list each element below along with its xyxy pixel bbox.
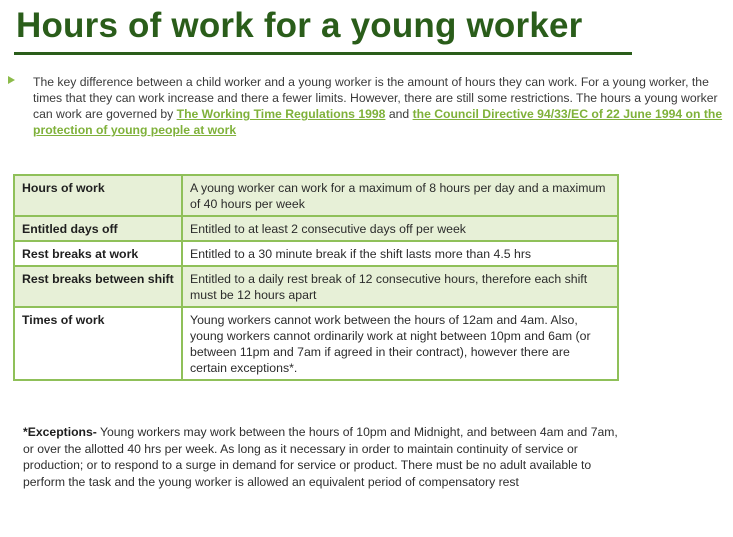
table-row	[14, 307, 618, 380]
intro-text: The key difference between a child worker and a young worker is the amount of hours they can work. For a young worker, the times that they can work increase and there a fewer limits. However, there are still some restrictions. The hours a young worker can work are governed by	[33, 75, 718, 121]
working-hours-table	[13, 174, 619, 381]
page-title: Hours of work for a young worker	[16, 6, 583, 45]
intro-paragraph	[33, 74, 723, 138]
title-underline	[14, 52, 632, 55]
exceptions-label: *Exceptions-	[23, 425, 97, 439]
table-row	[14, 216, 618, 241]
table-row	[14, 266, 618, 307]
row-label: Times of work	[14, 307, 182, 380]
exceptions-note	[23, 424, 619, 490]
row-value: Young workers cannot work between the hours of 12am and 4am. Also, young workers cannot ordinarily work at night between 10pm and 6am (or between 11pm and 7am if agreed in their contract), however there are certain exceptions*.	[182, 307, 618, 380]
row-value: Entitled to a 30 minute break if the shift lasts more than 4.5 hrs	[182, 241, 618, 266]
row-label: Rest breaks between shift	[14, 266, 182, 307]
row-value: Entitled to a daily rest break of 12 consecutive hours, therefore each shift must be 12 hours apart	[182, 266, 618, 307]
bullet-arrow-icon	[8, 76, 15, 84]
row-value: Entitled to at least 2 consecutive days off per week	[182, 216, 618, 241]
row-value: A young worker can work for a maximum of 8 hours per day and a maximum of 40 hours per week	[182, 175, 618, 216]
exceptions-text: Young workers may work between the hours of 10pm and Midnight, and between 4am and 7am, or over the allotted 40 hrs per week. As long as it necessary in order to maintain continuity of service or production; or to respond to a surge in demand for service or product. There must be no adult available to perform the task and the young worker is allowed an equivalent period of compensatory rest	[23, 425, 618, 489]
row-label: Hours of work	[14, 175, 182, 216]
working-time-regulations-link[interactable]: The Working Time Regulations 1998	[176, 107, 386, 121]
table-row	[14, 241, 618, 266]
row-label: Entitled days off	[14, 216, 182, 241]
table-row	[14, 175, 618, 216]
intro-connector: and	[385, 107, 413, 121]
council-directive-link[interactable]: the Council Directive 94/33/EC of 22 June 1994 on the protection of young people at work	[33, 107, 723, 137]
row-label: Rest breaks at work	[14, 241, 182, 266]
